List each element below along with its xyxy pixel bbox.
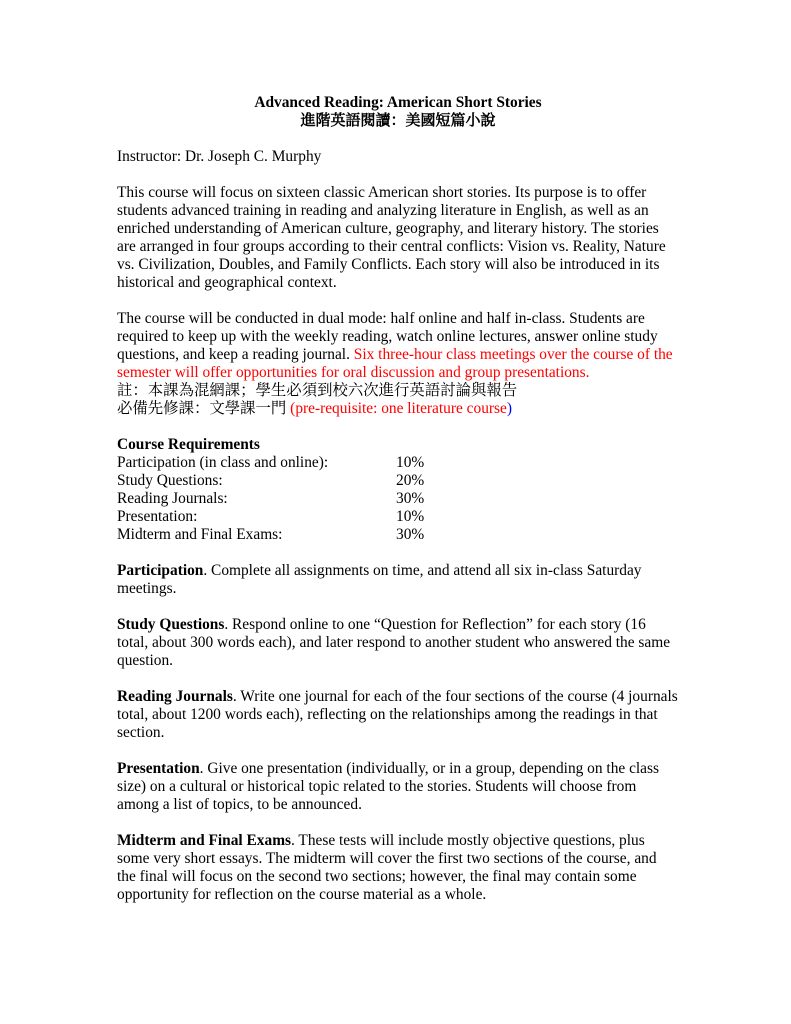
- title-block: [117, 94, 679, 130]
- requirement-weight: 10%: [396, 508, 425, 525]
- requirements-heading: Course Requirements: [117, 436, 260, 453]
- section-participation: [117, 562, 679, 598]
- requirement-row: [117, 508, 424, 526]
- intro-paragraph: This course will focus on sixteen classic American short stories. Its purpose is to offer students advanced training in reading and analyzing literature in English, as well as an enriched understanding of American culture, geography, and literary history. The stories are arranged in four groups according to their central conflicts: Vision vs. Reality, Nature vs. Civilization, Doubles, and Family Conflicts. Each story will also be introduced in its historical and geographical context.: [117, 184, 666, 291]
- requirements-table: [117, 454, 424, 544]
- section-heading: Reading Journals: [117, 688, 233, 705]
- requirement-name: Midterm and Final Exams:: [117, 526, 283, 543]
- requirement-row: [117, 454, 424, 472]
- prerequisite-open-paren: (: [290, 400, 296, 417]
- requirement-weight: 30%: [396, 526, 425, 543]
- course-title-chinese: 進階英語閱讀：美國短篇小說: [300, 113, 496, 129]
- section-study-questions: [117, 616, 679, 670]
- requirement-weight: 20%: [396, 472, 425, 489]
- section-heading: Presentation: [117, 760, 200, 777]
- mode-class-meetings-note: Six three-hour class meetings over the course of the semester will offer opportunities for oral discussion and group presentations.: [117, 346, 673, 381]
- section-text: . Write one journal for each of the four sections of the course (4 journals total, about 1200 words each), reflecting on the relationships among the readings in that section.: [117, 688, 678, 741]
- requirement-name: Participation (in class and online):: [117, 454, 329, 471]
- section-text: . Complete all assignments on time, and attend all six in-class Saturday meetings.: [117, 562, 642, 597]
- section-text: . Give one presentation (individually, or in a group, depending on the class size) on a cultural or historical topic related to the stories. Students will choose from among a list of topics, to be announced.: [117, 760, 659, 813]
- mode-paragraph: [117, 310, 679, 382]
- instructor-line: Instructor: Dr. Joseph C. Murphy: [117, 148, 322, 165]
- requirement-name: Presentation:: [117, 508, 198, 525]
- requirement-row: [117, 472, 424, 490]
- section-presentation: [117, 760, 679, 814]
- prerequisite-line: [117, 400, 679, 418]
- requirement-weight: 10%: [396, 454, 425, 471]
- section-reading-journals: [117, 688, 679, 742]
- section-text: . Respond online to one “Question for Reflection” for each story (16 total, about 300 words each), and later respond to another student who answered the same question.: [117, 616, 671, 669]
- section-heading: Participation: [117, 562, 204, 579]
- section-exams: [117, 832, 679, 904]
- requirement-row: [117, 526, 424, 544]
- section-text: . These tests will include mostly objective questions, plus some very short essays. The midterm will cover the first two sections of the course, and the final will focus on the second two sections; however, the final may contain some opportunity for reflection on the course material as a whole.: [117, 832, 657, 903]
- course-title: Advanced Reading: American Short Stories: [254, 94, 542, 111]
- prerequisite-english: pre-requisite: one literature course: [295, 400, 507, 417]
- section-heading: Midterm and Final Exams: [117, 832, 292, 849]
- mode-note-chinese: 註：本課為混網課；學生必須到校六次進行英語討論與報告: [117, 382, 518, 399]
- requirement-name: Reading Journals:: [117, 490, 228, 507]
- prerequisite-close-paren: ): [506, 400, 512, 417]
- requirement-weight: 30%: [396, 490, 425, 507]
- requirement-name: Study Questions:: [117, 472, 223, 489]
- mode-text: The course will be conducted in dual mode: half online and half in-class. Students are required to keep up with the weekly reading, watch online lectures, answer online study questions, and keep a reading journal.: [117, 310, 658, 363]
- document-content: [117, 94, 679, 904]
- prerequisite-chinese: 必備先修課：文學課一門: [117, 400, 287, 417]
- requirement-row: [117, 490, 424, 508]
- section-heading: Study Questions: [117, 616, 225, 633]
